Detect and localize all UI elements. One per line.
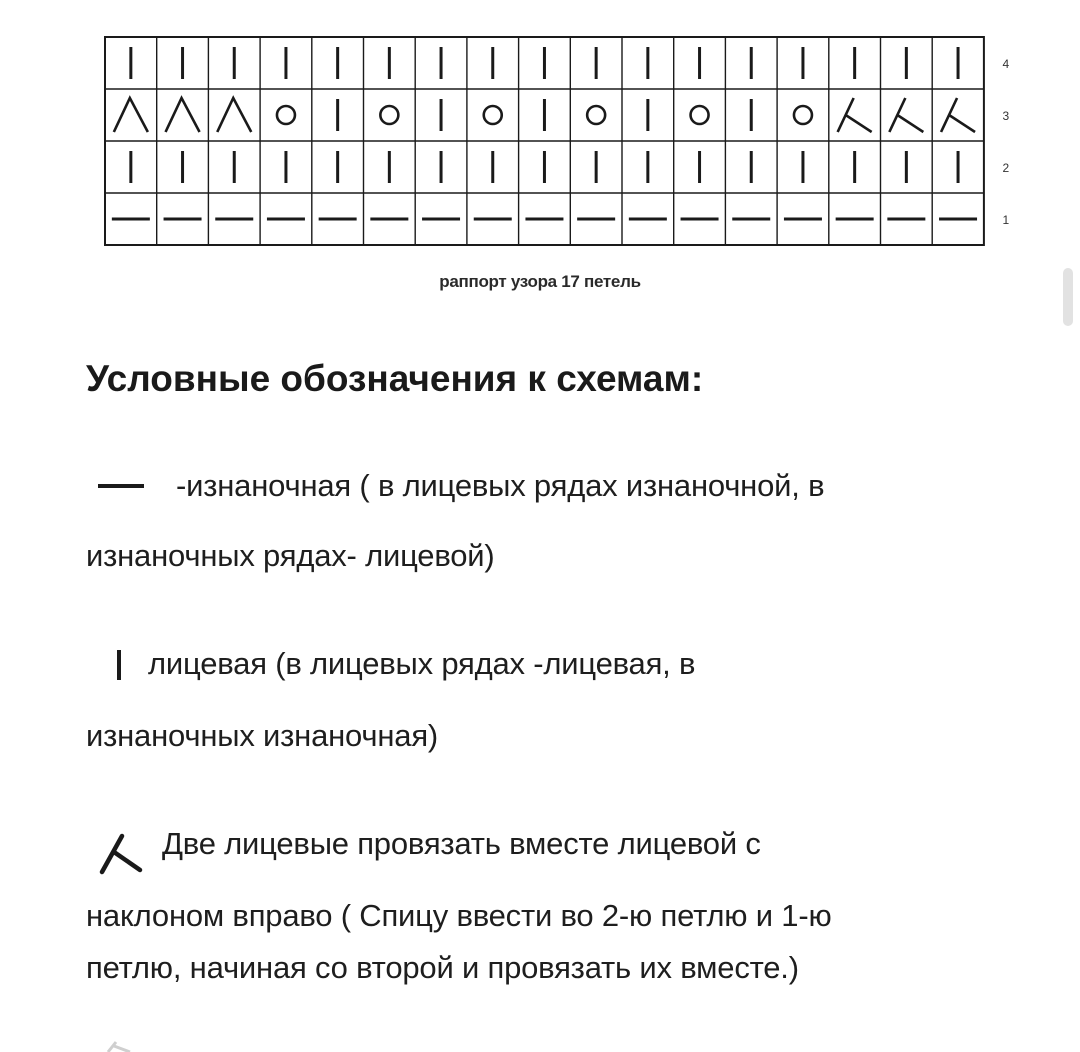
k2tog-right-symbol (889, 98, 923, 132)
legend-k2tog-line-1: Две лицевые провязать вместе лицевой с (162, 826, 761, 861)
legend-k2tog-line-3: петлю, начиная со второй и провязать их вместе.) (86, 950, 799, 985)
yarn-over-symbol (587, 106, 605, 124)
legend-purl-line-1: -изнаночная ( в лицевых рядах изнаночной, в (176, 468, 825, 503)
yarn-over-symbol (277, 106, 295, 124)
yarn-over-symbol (794, 106, 812, 124)
row-number: 1 (1002, 213, 1010, 227)
yarn-over-symbol (484, 106, 502, 124)
chart-caption: раппорт узора 17 петель (439, 272, 641, 291)
legend-k2tog-line-2: наклоном вправо ( Спицу ввести во 2-ю петлю и 1-ю (86, 898, 832, 933)
legend-heading: Условные обозначения к схемам: (86, 358, 704, 399)
knitting-chart (0, 0, 1080, 265)
k2tog-left-symbol (166, 98, 200, 132)
yarn-over-symbol (691, 106, 709, 124)
yarn-over-symbol (380, 106, 398, 124)
knit-bar-icon (117, 650, 121, 680)
row-number: 3 (1002, 109, 1010, 123)
legend-knit-line-2: изнаночных изнаночная) (86, 718, 439, 753)
k2tog-left-symbol (114, 98, 148, 132)
partial-symbol-icon (100, 1040, 140, 1052)
purl-dash-icon (98, 484, 144, 488)
scrollbar-thumb[interactable] (1063, 268, 1073, 326)
row-number: 2 (1002, 161, 1010, 175)
k2tog-right-symbol (838, 98, 872, 132)
k2tog-right-icon (94, 830, 150, 876)
row-number: 4 (1002, 57, 1010, 71)
legend-knit-line-1: лицевая (в лицевых рядах -лицевая, в (148, 646, 696, 681)
legend-purl-line-2: изнаночных рядах- лицевой) (86, 538, 495, 573)
k2tog-left-symbol (217, 98, 251, 132)
k2tog-right-symbol (941, 98, 975, 132)
